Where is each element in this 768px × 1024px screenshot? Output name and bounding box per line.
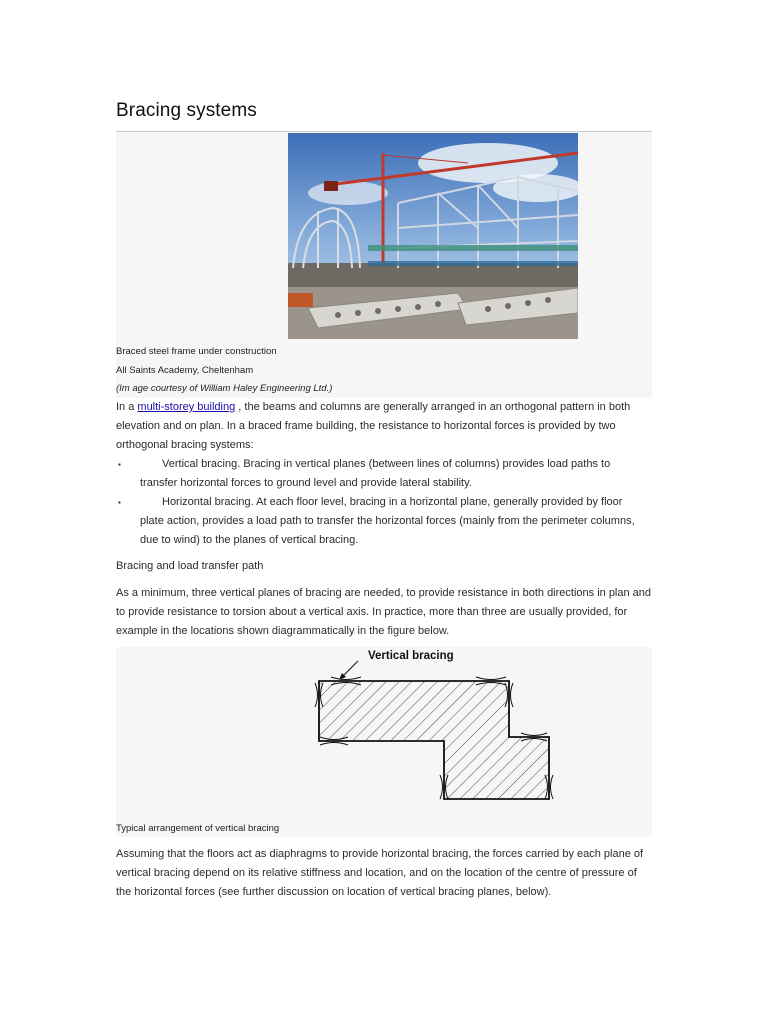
bullet-text-first-line: Horizontal bracing. At each floor level, bracing in a horizontal plane, generally provided by floor: [162, 496, 623, 508]
intro-suffix: , the beams and columns are generally arranged in an orthogonal pattern in both elevation and on plan. In a braced frame building, the resistance to horizontal forces is provided by two orthogonal bracing systems:: [116, 401, 631, 451]
steel-frame-photo-art: [288, 133, 578, 339]
figure-construction-photo: [116, 132, 652, 398]
bullet-text-first-line: Vertical bracing. Bracing in vertical planes (between lines of columns) provides load paths to: [162, 458, 611, 470]
figure2-caption: Typical arrangement of vertical bracing: [116, 823, 280, 834]
paragraph-minimum-planes: As a minimum, three vertical planes of bracing are needed, to provide resistance in both directions in plan and to provide resistance to torsion about a vertical axis. In practice, more than three are usually provided, for example in the locations shown diagrammatically in the figure below.: [116, 587, 652, 637]
vertical-bracing-label: Vertical bracing: [368, 650, 454, 662]
figure1-caption-location: All Saints Academy, Cheltenham: [116, 365, 254, 376]
figure1-caption-credit: (Im age courtesy of William Haley Engineering Ltd.): [116, 383, 333, 394]
bullet-mark: ▪: [118, 460, 121, 469]
bullet-vertical-bracing: [116, 455, 652, 493]
bullet-horizontal-bracing: [116, 493, 652, 550]
section-subheading: Bracing and load transfer path: [116, 560, 264, 572]
steel-frame-photo: [288, 133, 578, 339]
vertical-bracing-diagram: [306, 647, 566, 807]
bullet-text-continuation: plate action, provides a load path to transfer the horizontal forces (mainly from the perimeter columns, due to wind) to the planes of vertical bracing.: [140, 515, 635, 546]
bullet-text-continuation: transfer horizontal forces to ground level and provide lateral stability.: [140, 477, 472, 489]
plan-outline: [319, 681, 549, 799]
multi-storey-building-link[interactable]: multi-storey building: [137, 401, 236, 413]
bullet-mark: ▪: [118, 498, 121, 507]
paragraph-diaphragm: Assuming that the floors act as diaphragms to provide horizontal bracing, the forces carried by each plane of vertical bracing depend on its relative stiffness and location, and on the location of the centre of pressure of the horizontal forces (see further discussion on location of vertical bracing planes, below).: [116, 848, 644, 898]
figure1-caption-title: Braced steel frame under construction: [116, 346, 277, 357]
page-title: Bracing systems: [116, 100, 257, 121]
intro-prefix: In a: [116, 401, 138, 413]
figure-bracing-arrangement: [116, 647, 652, 837]
intro-paragraph: [116, 398, 652, 455]
